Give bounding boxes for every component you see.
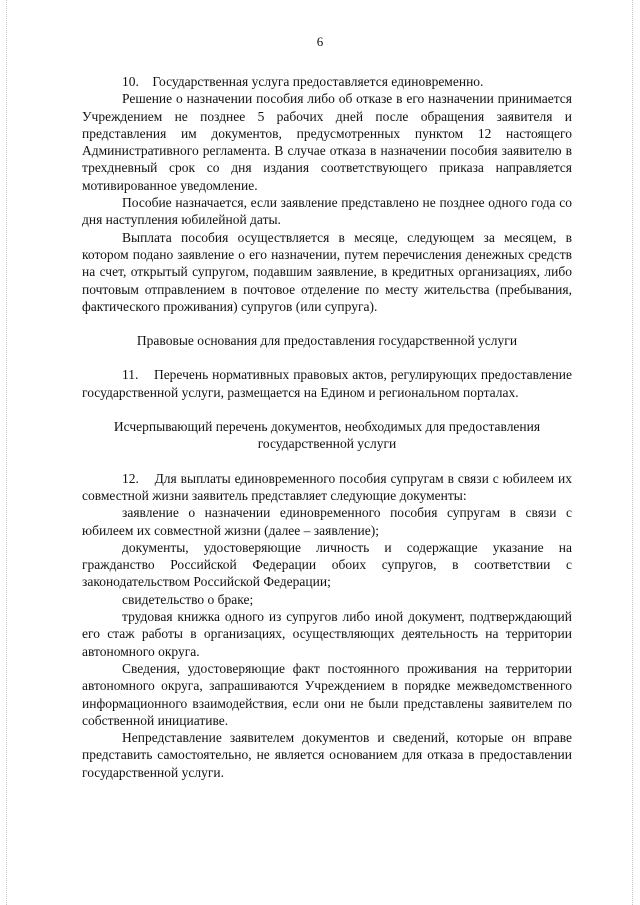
paragraph-12-7: Непредставление заявителем документов и сведений, которые он вправе представить самостоятельно, не является основанием для отказа в предоставлении государственной услуги.	[82, 730, 572, 780]
paragraph-10-4: Выплата пособия осуществляется в месяце, следующем за месяцем, в котором подано заявление о его назначении, путем перечисления денежных средств на счет, открытый супругом, подавшим заявление, в кредитных организациях, либо почтовым отправлением в почтовое отделение по месту жительства (пребывания, фактического проживания) супругов (или супруга).	[82, 229, 572, 314]
paragraph-12-1: 12. Для выплаты единовременного пособия супругам в связи с юбилеем их совместной жизни заявитель представляет следующие документы:	[82, 470, 572, 503]
document-body	[82, 73, 572, 781]
paragraph-12-6: Сведения, удостоверяющие факт постоянного проживания на территории автономного округа, запрашиваются Учреждением в порядке межведомственного информационного взаимодействия, если они не были представлены заявителем по собственной инициативе.	[82, 660, 572, 728]
paragraph-12-2: заявление о назначении единовременного пособия супругам в связи с юбилеем их совместной жизни (далее – заявление);	[82, 505, 572, 538]
paragraph-11-1: 11. Перечень нормативных правовых актов, регулирующих предоставление государственной услуги, размещается на Едином и региональном порталах.	[82, 367, 572, 400]
section-heading-documents: Исчерпывающий перечень документов, необходимых для предоставления государственной услуги	[113, 419, 541, 452]
paragraph-12-3: документы, удостоверяющие личность и содержащие указание на гражданство Российской Федерации обоих супругов, в соответствии с законодательством Российской Федерации;	[82, 539, 572, 590]
section-heading-legal-basis: Правовые основания для предоставления государственной услуги	[136, 333, 518, 349]
paragraph-12-5: трудовая книжка одного из супругов либо иной документ, подтверждающий его стаж работы в организациях, осуществляющих деятельность на территории автономного округа.	[82, 609, 572, 659]
scan-edge-right	[632, 0, 633, 905]
paragraph-12-4: свидетельство о браке;	[122, 591, 254, 607]
paragraph-10-2: Решение о назначении пособия либо об отказе в его назначении принимается Учреждением не позднее 5 рабочих дней после обращения заявителя и представления им документов, предусмотренных пунктом 12 настоящего Административного регламента. В случае отказа в назначении пособия заявителю в трехдневный срок со дня издания соответствующего приказа направляется мотивированное уведомление.	[82, 91, 572, 193]
page-number: 6	[316, 34, 324, 49]
scan-edge-left	[6, 0, 7, 905]
paragraph-10-3: Пособие назначается, если заявление представлено не позднее одного года со дня наступления юбилейной даты.	[82, 195, 572, 228]
paragraph-10-1: 10. Государственная услуга предоставляется единовременно.	[122, 74, 484, 89]
